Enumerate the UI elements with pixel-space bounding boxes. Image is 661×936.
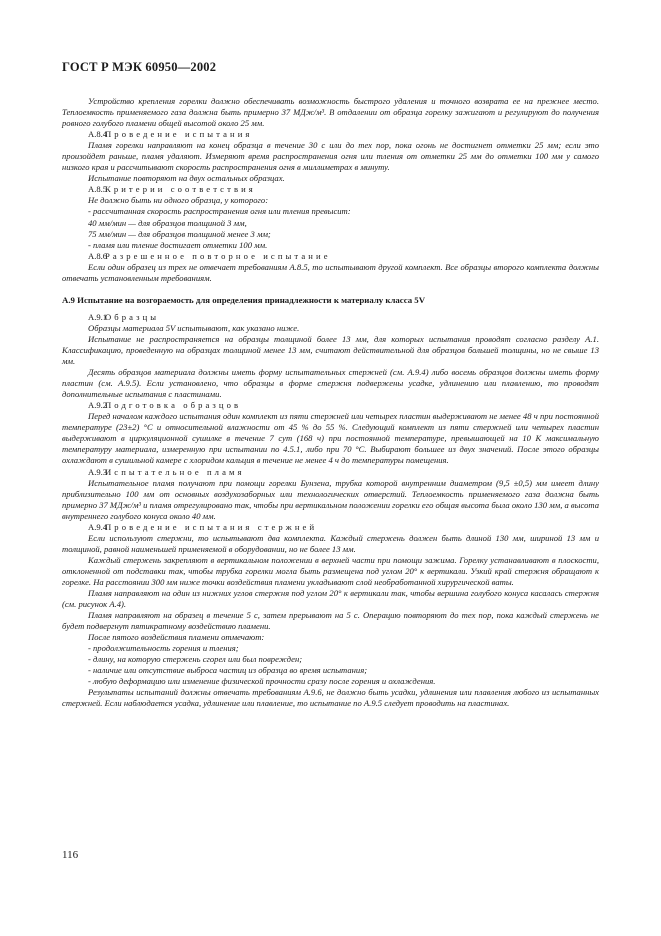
- subsection-heading: [62, 251, 599, 262]
- standard-header: ГОСТ Р МЭК 60950—2002: [62, 60, 217, 74]
- paragraph: Не должно быть ни одного образца, у которого:: [88, 195, 269, 206]
- subsection-number: А.9.2: [88, 400, 108, 411]
- subsection-number: А.8.5: [88, 184, 108, 195]
- paragraph: Испытание не распространяется на образцы толщиной более 13 мм, для которых испытания проводят согласно разделу А.1. Классификацию, проведенную на образцах толщиной менее 13 мм, считают действительной для образцов большей толщины, но не свыше 13 мм.: [62, 333, 599, 367]
- list-item: - любую деформацию или изменение физической прочности сразу после горения и охлаждения.: [88, 676, 436, 687]
- paragraph: Перед началом каждого испытания один комплект из пяти стержней или четырех пластин выдерживают не менее 48 ч при постоянной температуре (23±2) °С и относительной влажности от 45 % до 55 %. Следующий комплект из пяти стержней или четырех пластин выдерживают в циркуляционной сушилке в течение 7 сут (168 ч) при постоянной температуре, превышающей на 10 К максимальную температуру материала, измеренную при испытании по 4.5.1, либо при 70 °С. Выбирают большее из двух значений. После этого образцы охлаждают в сушильной камере с хлоридом кальция в течение не менее 4 ч до температуры помещения.: [62, 411, 599, 466]
- paragraph: Испытательное пламя получают при помощи горелки Бунзена, трубка которой внутренним диаметром (9,5 ±0,5) мм имеет длину приблизительно 100 мм от основных воздухозаборных или технологических отверстий. Теплоемкость применяемого газа должна быть примерно 37 МДж/м³ и пламя отрегулировано так, чтобы при вертикальном положении горелки его общая высота была около 130 мм, а высота внутреннего голубого конуса около 40 мм.: [62, 477, 599, 521]
- subsection-number: А.8.4: [88, 129, 108, 140]
- subsection-heading: [62, 522, 599, 533]
- list-item: - наличие или отсутствие выброса частиц из образца во время испытания;: [88, 665, 368, 676]
- list-item: 40 мм/мин — для образцов толщиной 3 мм,: [88, 217, 247, 228]
- subsection-heading: [62, 400, 599, 411]
- subsection-title: Испытательное пламя: [105, 466, 245, 477]
- subsection-number: А.9.1: [88, 311, 108, 322]
- subsection-number: А.9.4: [88, 521, 108, 532]
- subsection-number: А.8.6: [88, 250, 108, 261]
- subsection-title: Критерии соответствия: [105, 184, 256, 195]
- paragraph: Испытание повторяют на двух остальных образцах.: [88, 173, 285, 184]
- list-item: - длину, на которую стержень сгорел или был поврежден;: [88, 654, 303, 665]
- paragraph: Образцы материала 5V испытывают, как указано ниже.: [88, 322, 300, 333]
- list-item: - рассчитанная скорость распространения огня или тления превысит:: [88, 206, 351, 217]
- subsection-title: Разрешенное повторное испытание: [105, 250, 331, 261]
- page-number: 116: [62, 849, 79, 861]
- section-heading: А.9 Испытание на возгораемость для определения принадлежности к материалу класса 5V: [62, 294, 426, 305]
- subsection-heading: [62, 312, 599, 323]
- subsection-title: Подготовка образцов: [105, 400, 242, 411]
- subsection-heading: [62, 467, 599, 478]
- paragraph: Если используют стержни, то испытывают два комплекта. Каждый стержень должен быть длиной 130 мм, шириной 13 мм и толщиной, равной наименьшей применяемой в оборудовании, но не более 13 мм.: [62, 532, 599, 554]
- subsection-title: Проведение испытания стержней: [105, 521, 318, 532]
- list-item: 75 мм/мин — для образцов толщиной менее 3 мм;: [88, 228, 271, 239]
- list-item: - пламя или тление достигает отметки 100 мм.: [88, 239, 268, 250]
- paragraph: Пламя горелки направляют на конец образца в течение 30 с или до тех пор, пока огонь не достигнет отметки 25 мм; если это произойдет раньше, пламя удаляют. Измеряют время распространения огня или тления от отметки 25 мм до отметки 100 мм у самого низкого края и рассчитывают скорость распространения огня в миллиметрах в минуту.: [62, 140, 599, 173]
- document-body: [62, 96, 599, 710]
- paragraph: После пятого воздействия пламени отмечают:: [88, 632, 265, 643]
- list-item: - продолжительность горения и тления;: [88, 643, 239, 654]
- paragraph: Пламя направляют на образец в течение 5 с, затем прерывают на 5 с. Операцию повторяют до тех пор, пока каждый стержень не будет подвергнут пятикратному воздействию пламени.: [62, 610, 599, 632]
- paragraph: Если один образец из трех не отвечает требованиям А.8.5, то испытывают другой комплект. Все образцы второго комплекта должны отвечать установленным требованиям.: [62, 261, 599, 283]
- paragraph: Десять образцов материала должны иметь форму испытательных стержней (см. А.9.4) либо восемь образцов должны иметь форму пластин (см. А.9.5). Если установлено, что образцы в форме стержня подвержены усадке, удлинению или плавлению, то проводят дополнительные испытания с пластинами.: [62, 367, 599, 400]
- paragraph: Пламя направляют на один из нижних углов стержня под углом 20° к вертикали так, чтобы вершина голубого конуса касалась стержня (см. рисунок А.4).: [62, 588, 599, 610]
- subsection-heading: [62, 184, 599, 195]
- subsection-heading: [62, 129, 599, 140]
- paragraph: Результаты испытаний должны отвечать требованиям А.9.6, не должно быть усадки, удлинения или плавления любого из испытанных стержней. Если наблюдается усадка, удлинение или плавление, то испытание по А.9.5 следует проводить на пластинах.: [62, 687, 599, 709]
- subsection-title: Образцы: [105, 311, 160, 322]
- paragraph: Устройство крепления горелки должно обеспечивать возможность быстрого удаления и точного возврата ее на прежнее место. Теплоемкость применяемого газа должна быть примерно 37 МДж/м³. В отдалении от образца горелку зажигают и регулируют до получения ровного голубого пламени общей высотой около 25 мм.: [62, 96, 599, 129]
- subsection-title: Проведение испытания: [105, 129, 253, 140]
- paragraph: Каждый стержень закрепляют в вертикальном положении в верхней части при помощи зажима. Горелку устанавливают в плоскости, отклоненной от подставки так, чтобы трубка горелки могла быть размещена под углом 20° к вертикали. Узкий край стержня обращают к горелке. На расстоянии 300 мм ниже точки воздействия пламени укладывают слой необработанной хирургической ваты.: [62, 554, 599, 587]
- subsection-number: А.9.3: [88, 466, 108, 477]
